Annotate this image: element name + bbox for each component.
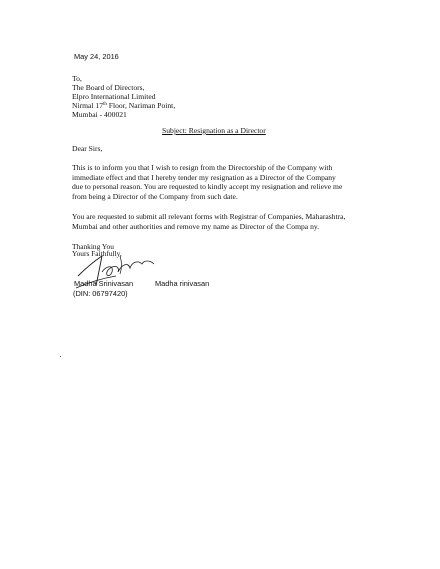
letter-subject: Subject: Resignation as a Director — [162, 126, 266, 135]
body-line: due to personal reason. You are requested to kindly accept my resignation and relieve me — [72, 182, 343, 192]
body-line: from being a Director of the Company from such date. — [72, 191, 238, 201]
closing-yours: Yours Faithfully, — [72, 249, 122, 258]
closing-thanks: Thanking You — [72, 242, 114, 251]
stray-mark — [60, 356, 61, 357]
body-line: This is to inform you that I wish to resign from the Directorship of the Company with — [72, 163, 333, 172]
letter-date: May 24, 2016 — [74, 52, 119, 61]
signatory-name: Madha Srinivasan — [74, 279, 134, 288]
signatory-name-duplicate: Madha rinivasan — [155, 279, 210, 288]
body-line: immediate effect and that I hereby tender my resignation as a Director of the Company — [72, 172, 336, 182]
recipient-salutation: To, — [72, 74, 82, 83]
body-line: You are requested to submit all relevant forms with Registrar of Companies, Maharashtra, — [72, 212, 346, 221]
recipient-line-company: Elpro International Limited — [72, 92, 156, 101]
recipient-line-floor: Nirmal 17th Floor, Nariman Point, — [72, 101, 176, 110]
body-line: Mumbai and other authorities and remove my name as Director of the Compa ny. — [72, 221, 320, 231]
recipient-line-city: Mumbai - 400021 — [72, 110, 127, 119]
body-paragraph-2 — [72, 212, 372, 231]
recipient-line-board: The Board of Directors, — [72, 83, 145, 92]
letter-greeting: Dear Sirs, — [72, 144, 103, 153]
signatory-din: (DIN: 06797420) — [73, 289, 128, 298]
body-paragraph-1 — [72, 163, 372, 201]
